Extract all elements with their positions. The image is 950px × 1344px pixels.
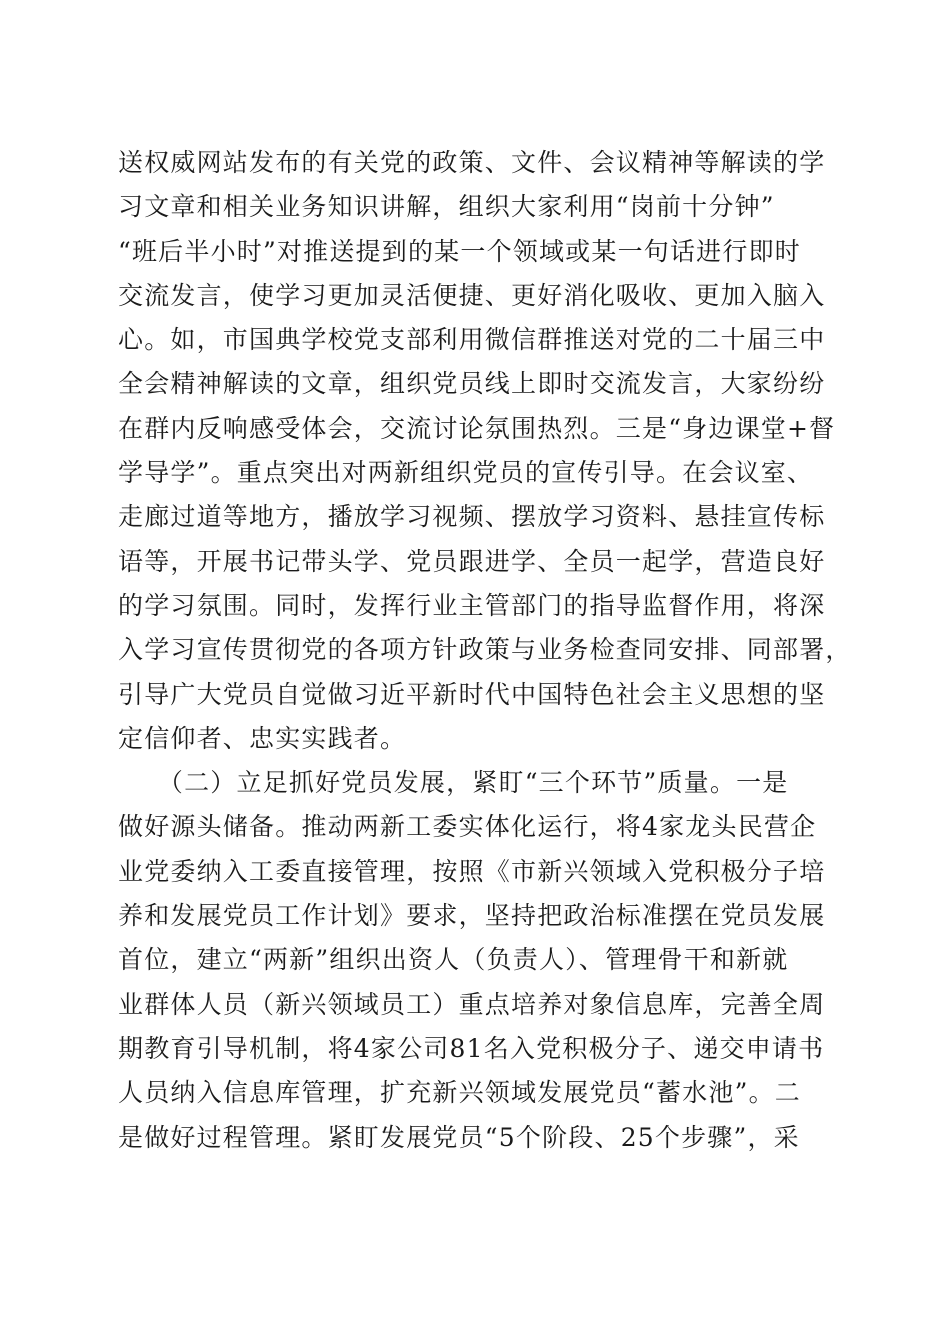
- text-line: 交流发言，使学习更加灵活便捷、更好消化吸收、更加入脑入: [118, 280, 826, 310]
- text-line: 养和发展党员工作计划》要求，坚持把政治标准摆在党员发展: [118, 901, 826, 931]
- text-line: 首位，建立“两新”组织出资人（负责人）、管理骨干和新就: [118, 945, 789, 975]
- section-heading-line: （二）立足抓好党员发展，紧盯“三个环节”质量。一是: [118, 768, 789, 798]
- text-line: 习文章和相关业务知识讲解，组织大家利用“岗前十分钟”: [118, 192, 775, 222]
- text-line: 业群体人员（新兴领域员工）重点培养对象信息库，完善全周: [118, 989, 826, 1019]
- body-text: [118, 141, 852, 1160]
- text-line: 学导学”。重点突出对两新组织党员的宣传引导。在会议室、: [118, 458, 814, 488]
- text-line: 期教育引导机制，将4家公司81名入党积极分子、递交申请书: [118, 1033, 825, 1063]
- text-line: 入学习宣传贯彻党的各项方针政策与业务检查同安排、同部署，: [118, 635, 852, 665]
- text-line: 是做好过程管理。紧盯发展党员“5个阶段、25个步骤”，采: [118, 1122, 800, 1152]
- text-line: 业党委纳入工委直接管理，按照《市新兴领域入党积极分子培: [118, 856, 826, 886]
- text-line: 送权威网站发布的有关党的政策、文件、会议精神等解读的学: [118, 148, 826, 177]
- text-line: 引导广大党员自觉做习近平新时代中国特色社会主义思想的坚: [118, 679, 826, 709]
- text-line: 心。如，市国典学校党支部利用微信群推送对党的二十届三中: [118, 325, 826, 355]
- text-line: 全会精神解读的文章，组织党员线上即时交流发言，大家纷纷: [118, 369, 826, 399]
- text-line: “班后半小时”对推送提到的某一个领域或某一句话进行即时: [118, 236, 801, 266]
- text-line: 在群内反响感受体会，交流讨论氛围热烈。三是“身边课堂+督: [118, 413, 836, 443]
- text-line: 语等，开展书记带头学、党员跟进学、全员一起学，营造良好: [118, 546, 826, 576]
- text-line: 走廊过道等地方，播放学习视频、摆放学习资料、悬挂宣传标: [118, 502, 826, 532]
- text-line: 人员纳入信息库管理，扩充新兴领域发展党员“蓄水池”。二: [118, 1078, 801, 1108]
- text-line: 定信仰者、忠实实践者。: [118, 723, 407, 753]
- text-line: 做好源头储备。推动两新工委实体化运行，将4家龙头民营企: [118, 812, 817, 842]
- text-line: 的学习氛围。同时，发挥行业主管部门的指导监督作用，将深: [118, 590, 826, 620]
